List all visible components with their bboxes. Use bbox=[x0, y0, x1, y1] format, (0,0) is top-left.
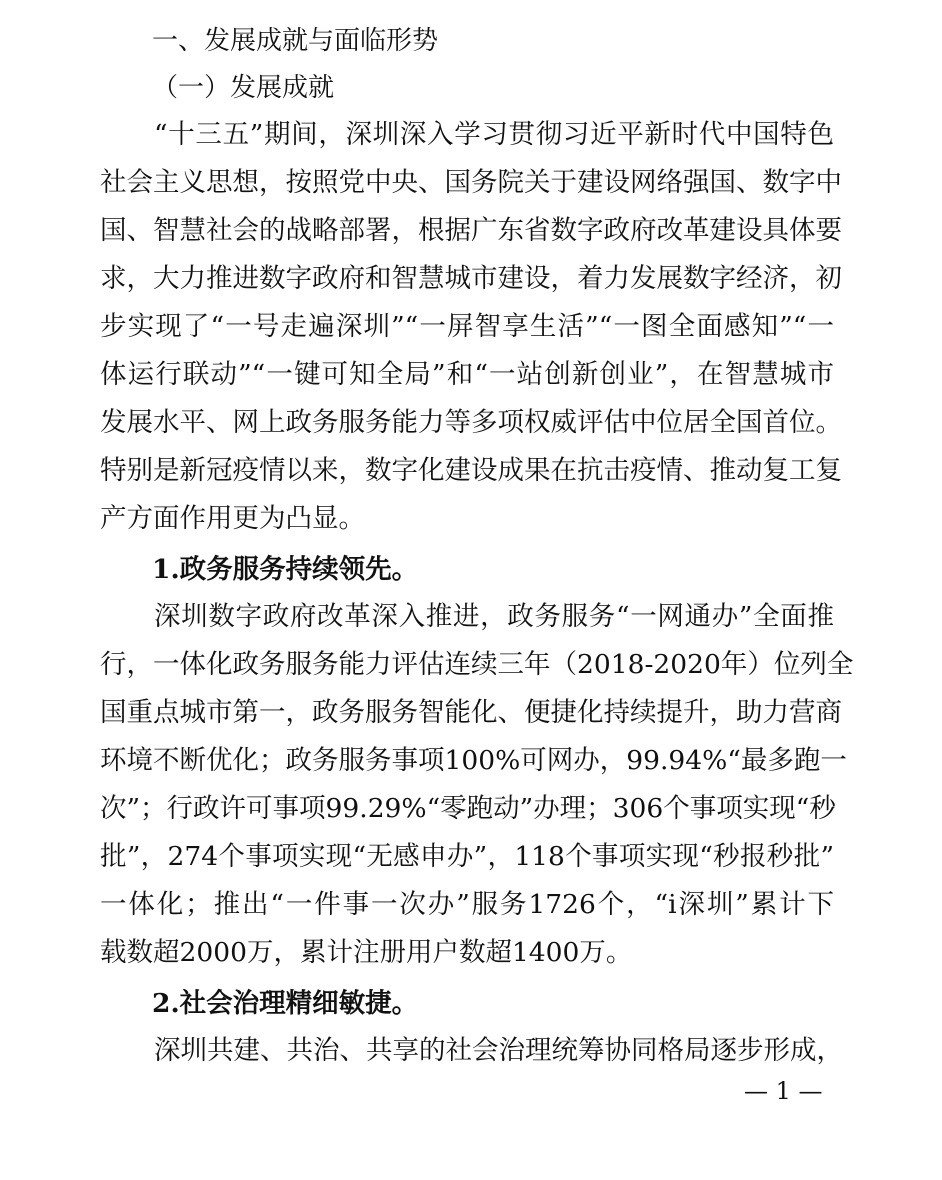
paragraph-line: 次”；行政许可事项99.29%“零跑动”办理；306个事项实现“秒 bbox=[100, 793, 836, 824]
page-number: — 1 — bbox=[744, 1077, 823, 1105]
subsection-heading: （一）发展成就 bbox=[152, 73, 335, 103]
paragraph-line: 社会主义思想，按照党中央、国务院关于建设网络强国、数字中 bbox=[100, 167, 842, 198]
paragraph-line: “十三五”期间，深圳深入学习贯彻习近平新时代中国特色 bbox=[154, 119, 834, 150]
paragraph-line: 国、智慧社会的战略部署，根据广东省数字政府改革建设具体要 bbox=[100, 215, 842, 246]
item1-heading: 1.政务服务持续领先。 bbox=[152, 554, 419, 585]
paragraph-line: 步实现了“一号走遍深圳”“一屏智享生活”“一图全面感知”“一 bbox=[100, 311, 834, 342]
paragraph-line: 载数超2000万，累计注册用户数超1400万。 bbox=[100, 937, 633, 968]
paragraph-line: 特别是新冠疫情以来，数字化建设成果在抗击疫情、推动复工复 bbox=[100, 455, 842, 486]
section-heading: 一、发展成就与面临形势 bbox=[152, 26, 439, 56]
paragraph-line: 发展水平、网上政务服务能力等多项权威评估中位居全国首位。 bbox=[100, 407, 842, 438]
paragraph-line: 体运行联动”“一键可知全局”和“一站创新创业”，在智慧城市 bbox=[100, 359, 834, 390]
paragraph-line: 深圳数字政府改革深入推进，政务服务“一网通办”全面推 bbox=[154, 601, 834, 632]
paragraph-line: 一体化；推出“一件事一次办”服务1726个，“i深圳”累计下 bbox=[100, 889, 834, 920]
paragraph-line: 批”，274个事项实现“无感申办”，118个事项实现“秒报秒批” bbox=[100, 841, 834, 872]
paragraph-line: 环境不断优化；政务服务事项100%可网办，99.94%“最多跑一 bbox=[100, 745, 847, 776]
item2-heading: 2.社会治理精细敏捷。 bbox=[152, 988, 419, 1019]
paragraph-line: 求，大力推进数字政府和智慧城市建设，着力发展数字经济，初 bbox=[100, 263, 842, 294]
paragraph-line: 行，一体化政务服务能力评估连续三年（2018-2020年）位列全 bbox=[100, 649, 854, 680]
paragraph-line: 国重点城市第一，政务服务智能化、便捷化持续提升，助力营商 bbox=[100, 697, 842, 728]
paragraph-line: 产方面作用更为凸显。 bbox=[100, 503, 365, 534]
paragraph-line: 深圳共建、共治、共享的社会治理统筹协同格局逐步形成， bbox=[154, 1035, 843, 1066]
